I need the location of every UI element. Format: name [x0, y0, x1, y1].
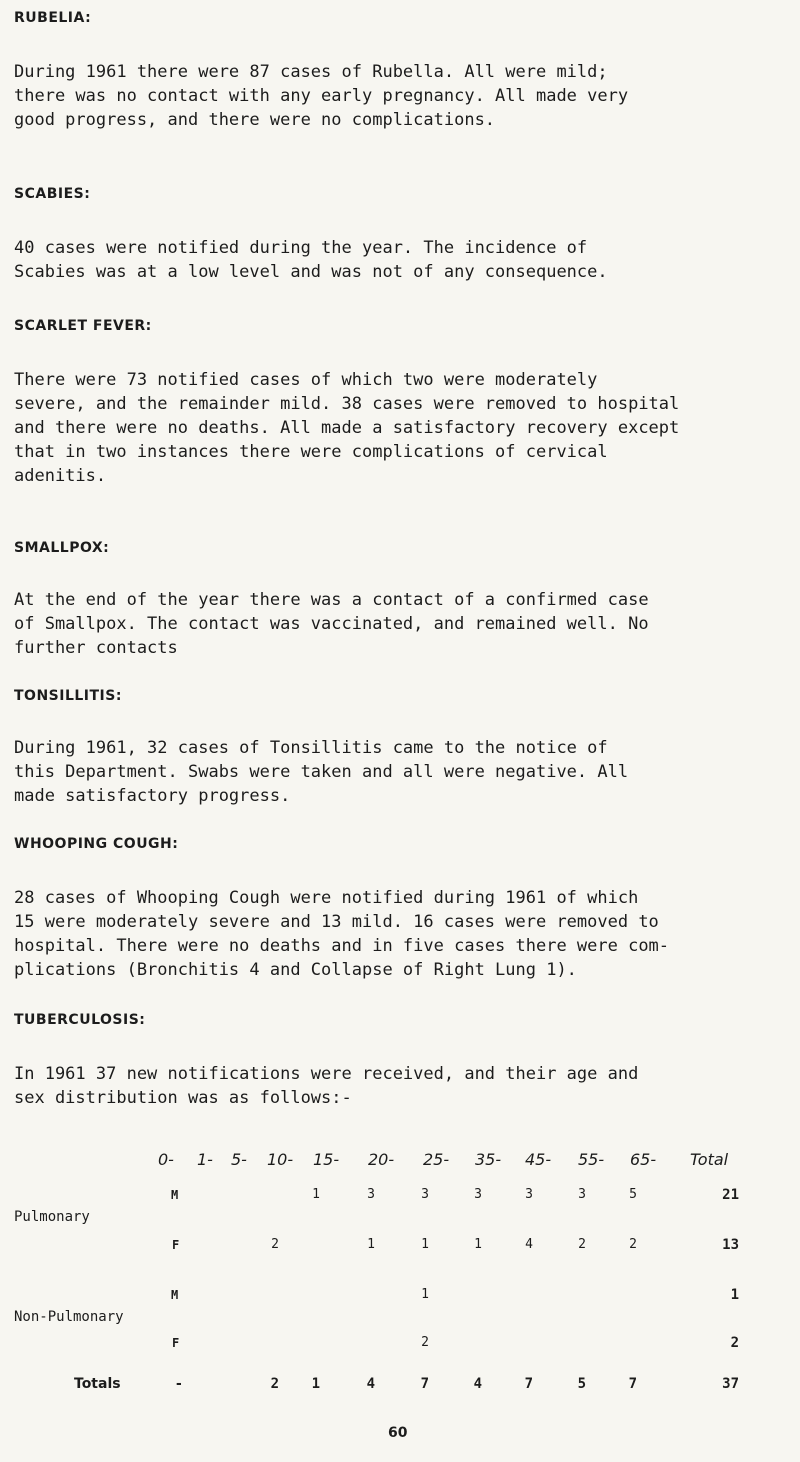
cell-pulm-m-45: 3	[525, 1187, 533, 1202]
text-line: During 1961, 32 cases of Tonsillitis came to the notice of	[14, 738, 608, 758]
heading-scabies: SCABIES:	[14, 186, 91, 202]
text-line: and there were no deaths. All made a satisfactory recovery except	[14, 418, 680, 438]
cell-pulm-f-65: 2	[629, 1237, 637, 1252]
paragraph-whooping-cough	[14, 886, 784, 982]
cell-pulm-m-25: 3	[421, 1187, 429, 1202]
heading-tonsillitis: TONSILLITIS:	[14, 688, 122, 704]
text-line: sex distribution was as follows:-	[14, 1088, 352, 1108]
heading-whooping-cough: WHOOPING COUGH:	[14, 836, 179, 852]
total-25: 7	[420, 1376, 429, 1392]
cell-pulm-f-45: 4	[525, 1237, 533, 1252]
sex-label-f: F	[172, 1336, 180, 1350]
text-line: there was no contact with any early pregnancy. All made very	[14, 86, 629, 106]
col-header-total: Total	[690, 1150, 729, 1169]
row-label-pulmonary: Pulmonary	[14, 1209, 90, 1225]
total-35: 4	[473, 1376, 482, 1392]
col-header: 0-	[158, 1150, 174, 1169]
cell-pulm-m-35: 3	[474, 1187, 482, 1202]
total-15: 1	[311, 1376, 320, 1392]
total-10: 2	[270, 1376, 279, 1392]
text-line: this Department. Swabs were taken and all were negative. All	[14, 762, 629, 782]
text-line: There were 73 notified cases of which two were moderately	[14, 370, 598, 390]
col-header: 15-	[313, 1150, 340, 1169]
paragraph-tuberculosis	[14, 1062, 784, 1110]
col-header: 35-	[475, 1150, 502, 1169]
cell-pulm-m-55: 3	[578, 1187, 586, 1202]
col-header: 5-	[231, 1150, 247, 1169]
text-line: Scabies was at a low level and was not of any consequence.	[14, 262, 608, 282]
totals-label: Totals	[74, 1376, 121, 1392]
col-header: 1-	[197, 1150, 213, 1169]
col-header: 25-	[423, 1150, 450, 1169]
total-45: 7	[524, 1376, 533, 1392]
text-line: 40 cases were notified during the year. The incidence of	[14, 238, 588, 258]
total-65: 7	[628, 1376, 637, 1392]
text-line: adenitis.	[14, 466, 107, 486]
paragraph-scabies	[14, 236, 784, 284]
cell-pulm-m-20: 3	[367, 1187, 375, 1202]
cell-pulm-f-20: 1	[367, 1237, 375, 1252]
cell-nonpulm-m-total: 1	[730, 1287, 739, 1303]
sex-label-f: F	[172, 1238, 180, 1252]
col-header: 55-	[578, 1150, 605, 1169]
text-line: severe, and the remainder mild. 38 cases were removed to hospital	[14, 394, 680, 414]
text-line: 28 cases of Whooping Cough were notified during 1961 of which	[14, 888, 639, 908]
totals-dash: -	[174, 1376, 183, 1392]
cell-pulm-f-25: 1	[421, 1237, 429, 1252]
text-line: good progress, and there were no complications.	[14, 110, 496, 130]
text-line: 15 were moderately severe and 13 mild. 16 cases were removed to	[14, 912, 659, 932]
cell-pulm-f-10: 2	[271, 1237, 279, 1252]
page-number: 60	[388, 1425, 408, 1441]
sex-label-m: M	[171, 1188, 179, 1202]
cell-nonpulm-m-25: 1	[421, 1287, 429, 1302]
paragraph-rubella	[14, 60, 784, 132]
row-label-non-pulmonary: Non-Pulmonary	[14, 1309, 124, 1325]
cell-nonpulm-f-total: 2	[730, 1335, 739, 1351]
text-line: At the end of the year there was a contact of a confirmed case	[14, 590, 649, 610]
text-line: plications (Bronchitis 4 and Collapse of Right Lung 1).	[14, 960, 577, 980]
cell-pulm-f-55: 2	[578, 1237, 586, 1252]
sex-label-m: M	[171, 1288, 179, 1302]
col-header: 45-	[525, 1150, 552, 1169]
cell-pulm-f-total: 13	[722, 1237, 739, 1253]
paragraph-scarlet-fever	[14, 368, 784, 488]
cell-pulm-m-total: 21	[722, 1187, 739, 1203]
cell-pulm-m-65: 5	[629, 1187, 637, 1202]
total-20: 4	[366, 1376, 375, 1392]
total-55: 5	[577, 1376, 586, 1392]
heading-tuberculosis: TUBERCULOSIS:	[14, 1012, 146, 1028]
total-grand: 37	[722, 1376, 739, 1392]
text-line: of Smallpox. The contact was vaccinated, and remained well. No	[14, 614, 649, 634]
text-line: further contacts	[14, 638, 178, 658]
col-header: 20-	[368, 1150, 395, 1169]
text-line: In 1961 37 new notifications were received, and their age and	[14, 1064, 639, 1084]
col-header: 10-	[267, 1150, 294, 1169]
paragraph-tonsillitis	[14, 736, 784, 808]
cell-pulm-m-15: 1	[312, 1187, 320, 1202]
paragraph-smallpox	[14, 588, 784, 660]
text-line: During 1961 there were 87 cases of Rubella. All were mild;	[14, 62, 608, 82]
col-header: 65-	[630, 1150, 657, 1169]
heading-scarlet-fever: SCARLET FEVER:	[14, 318, 152, 334]
text-line: hospital. There were no deaths and in five cases there were com-	[14, 936, 670, 956]
cell-pulm-f-35: 1	[474, 1237, 482, 1252]
cell-nonpulm-f-25: 2	[421, 1335, 429, 1350]
heading-smallpox: SMALLPOX:	[14, 540, 110, 556]
text-line: that in two instances there were complications of cervical	[14, 442, 608, 462]
text-line: made satisfactory progress.	[14, 786, 291, 806]
heading-rubella: RUBELIA:	[14, 10, 92, 26]
